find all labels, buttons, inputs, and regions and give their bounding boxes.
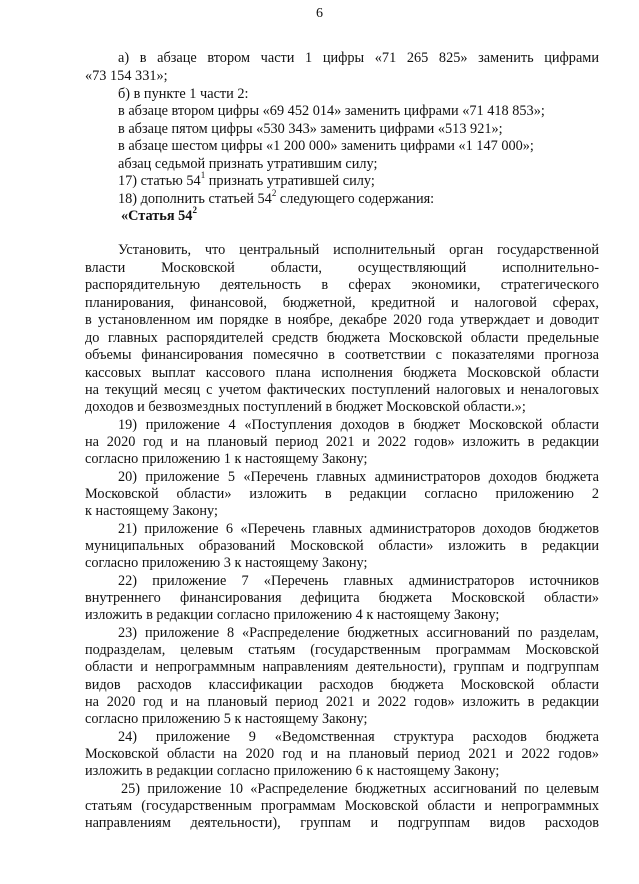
page-number: 6 (316, 6, 323, 21)
text-line: 22) приложение 7 «Перечень главных администраторов источников (118, 573, 599, 589)
text-line: подразделам, целевым статьям (государственным программам Московской (85, 642, 599, 658)
text-fragment: следующего содержания: (276, 191, 435, 207)
text-line: в абзаце втором цифры «69 452 014» заменить цифрами «71 418 853»; (118, 103, 545, 119)
text-line: 20) приложение 5 «Перечень главных администраторов доходов бюджета (118, 469, 599, 485)
text-fragment: «Статья 54 (121, 208, 193, 224)
text-fragment: 17) статью 54 (118, 173, 201, 189)
text-line: 23) приложение 8 «Распределение бюджетных ассигнований по разделам, (118, 625, 599, 641)
text-line: статьям (государственным программам Московской области и непрограммных (85, 798, 599, 814)
text-line: планирования, финансовой, бюджетной, кредитной и налоговой сферах, (85, 295, 599, 311)
text-line: доходов и безвозмездных поступлений в бюджет Московской области.»; (85, 399, 526, 415)
text-line: власти Московской области, осуществляющий исполнительно- (85, 260, 599, 276)
text-line: согласно приложению 1 к настоящему Закону; (85, 451, 368, 467)
text-line: согласно приложению 5 к настоящему Закону; (85, 711, 368, 727)
text-line: изложить в редакции согласно приложению 6 к настоящему Закону; (85, 763, 500, 779)
text-line: области и непрограммным направлениям деятельности), группам и подгруппам (85, 659, 599, 675)
text-line: объемы финансирования помесячно в соответствии с показателями прогноза (85, 347, 599, 363)
text-line: изложить в редакции согласно приложению 4 к настоящему Закону; (85, 607, 500, 623)
text-line: б) в пункте 1 части 2: (118, 86, 249, 102)
text-line: направлениям деятельности), группам и подгруппам видов расходов (85, 815, 599, 831)
text-fragment: 18) дополнить статьей 54 (118, 191, 272, 207)
text-line: в установленном им порядке в ноябре, декабре 2020 года утверждает и доводит (85, 312, 599, 328)
text-line: в абзаце пятом цифры «530 343» заменить цифрами «513 921»; (118, 121, 503, 137)
text-line: а) в абзаце втором части 1 цифры «71 265 825» заменить цифрами (118, 50, 599, 66)
text-fragment: признать утратившей силу; (205, 173, 375, 189)
text-line: 25) приложение 10 «Распределение бюджетных ассигнований по целевым (121, 781, 599, 797)
text-line: до главных распорядителей средств бюджета Московской области предельные (85, 330, 599, 346)
text-line: 24) приложение 9 «Ведомственная структура расходов бюджета (118, 729, 599, 745)
text-line: распорядительную деятельность в сферах экономики, стратегического (85, 277, 599, 293)
text-line: кассовых выплат кассового плана исполнения бюджета Московской области (85, 365, 599, 381)
text-line: Московской области на 2020 год и на плановый период 2021 и 2022 годов» (85, 746, 599, 762)
superscript: 2 (271, 188, 277, 199)
text-line: видов расходов классификации расходов бюджета Московской области (85, 677, 599, 693)
text-line: согласно приложению 3 к настоящему Закону; (85, 555, 368, 571)
text-line: на 2020 год и на плановый период 2021 и 2022 годов» изложить в редакции (85, 694, 599, 710)
text-line: Московской области» изложить в редакции согласно приложению 2 (85, 486, 599, 502)
text-line (118, 188, 599, 208)
text-line: в абзаце шестом цифры «1 200 000» заменить цифрами «1 147 000»; (118, 138, 534, 154)
text-line: внутреннего финансирования дефицита бюджета Московской области» (85, 590, 599, 606)
text-line: 21) приложение 6 «Перечень главных администраторов доходов бюджетов (118, 521, 599, 537)
text-line: к настоящему Закону; (85, 503, 218, 519)
text-line: на 2020 год и на плановый период 2021 и 2022 годов» изложить в редакции (85, 434, 599, 450)
text-line: абзац седьмой признать утратившим силу; (118, 156, 378, 172)
text-line (118, 170, 599, 190)
text-line: «73 154 331»; (85, 68, 168, 84)
text-line: Установить, что центральный исполнительный орган государственной (118, 242, 599, 258)
text-line: 19) приложение 4 «Поступления доходов в бюджет Московской области (118, 417, 599, 433)
superscript: 1 (200, 170, 206, 181)
text-line: на текущий месяц с учетом фактических поступлений налоговых и неналоговых (85, 382, 599, 398)
text-line: муниципальных образований Московской области» изложить в редакции (85, 538, 599, 554)
article-heading (121, 205, 599, 225)
superscript: 2 (192, 205, 197, 216)
